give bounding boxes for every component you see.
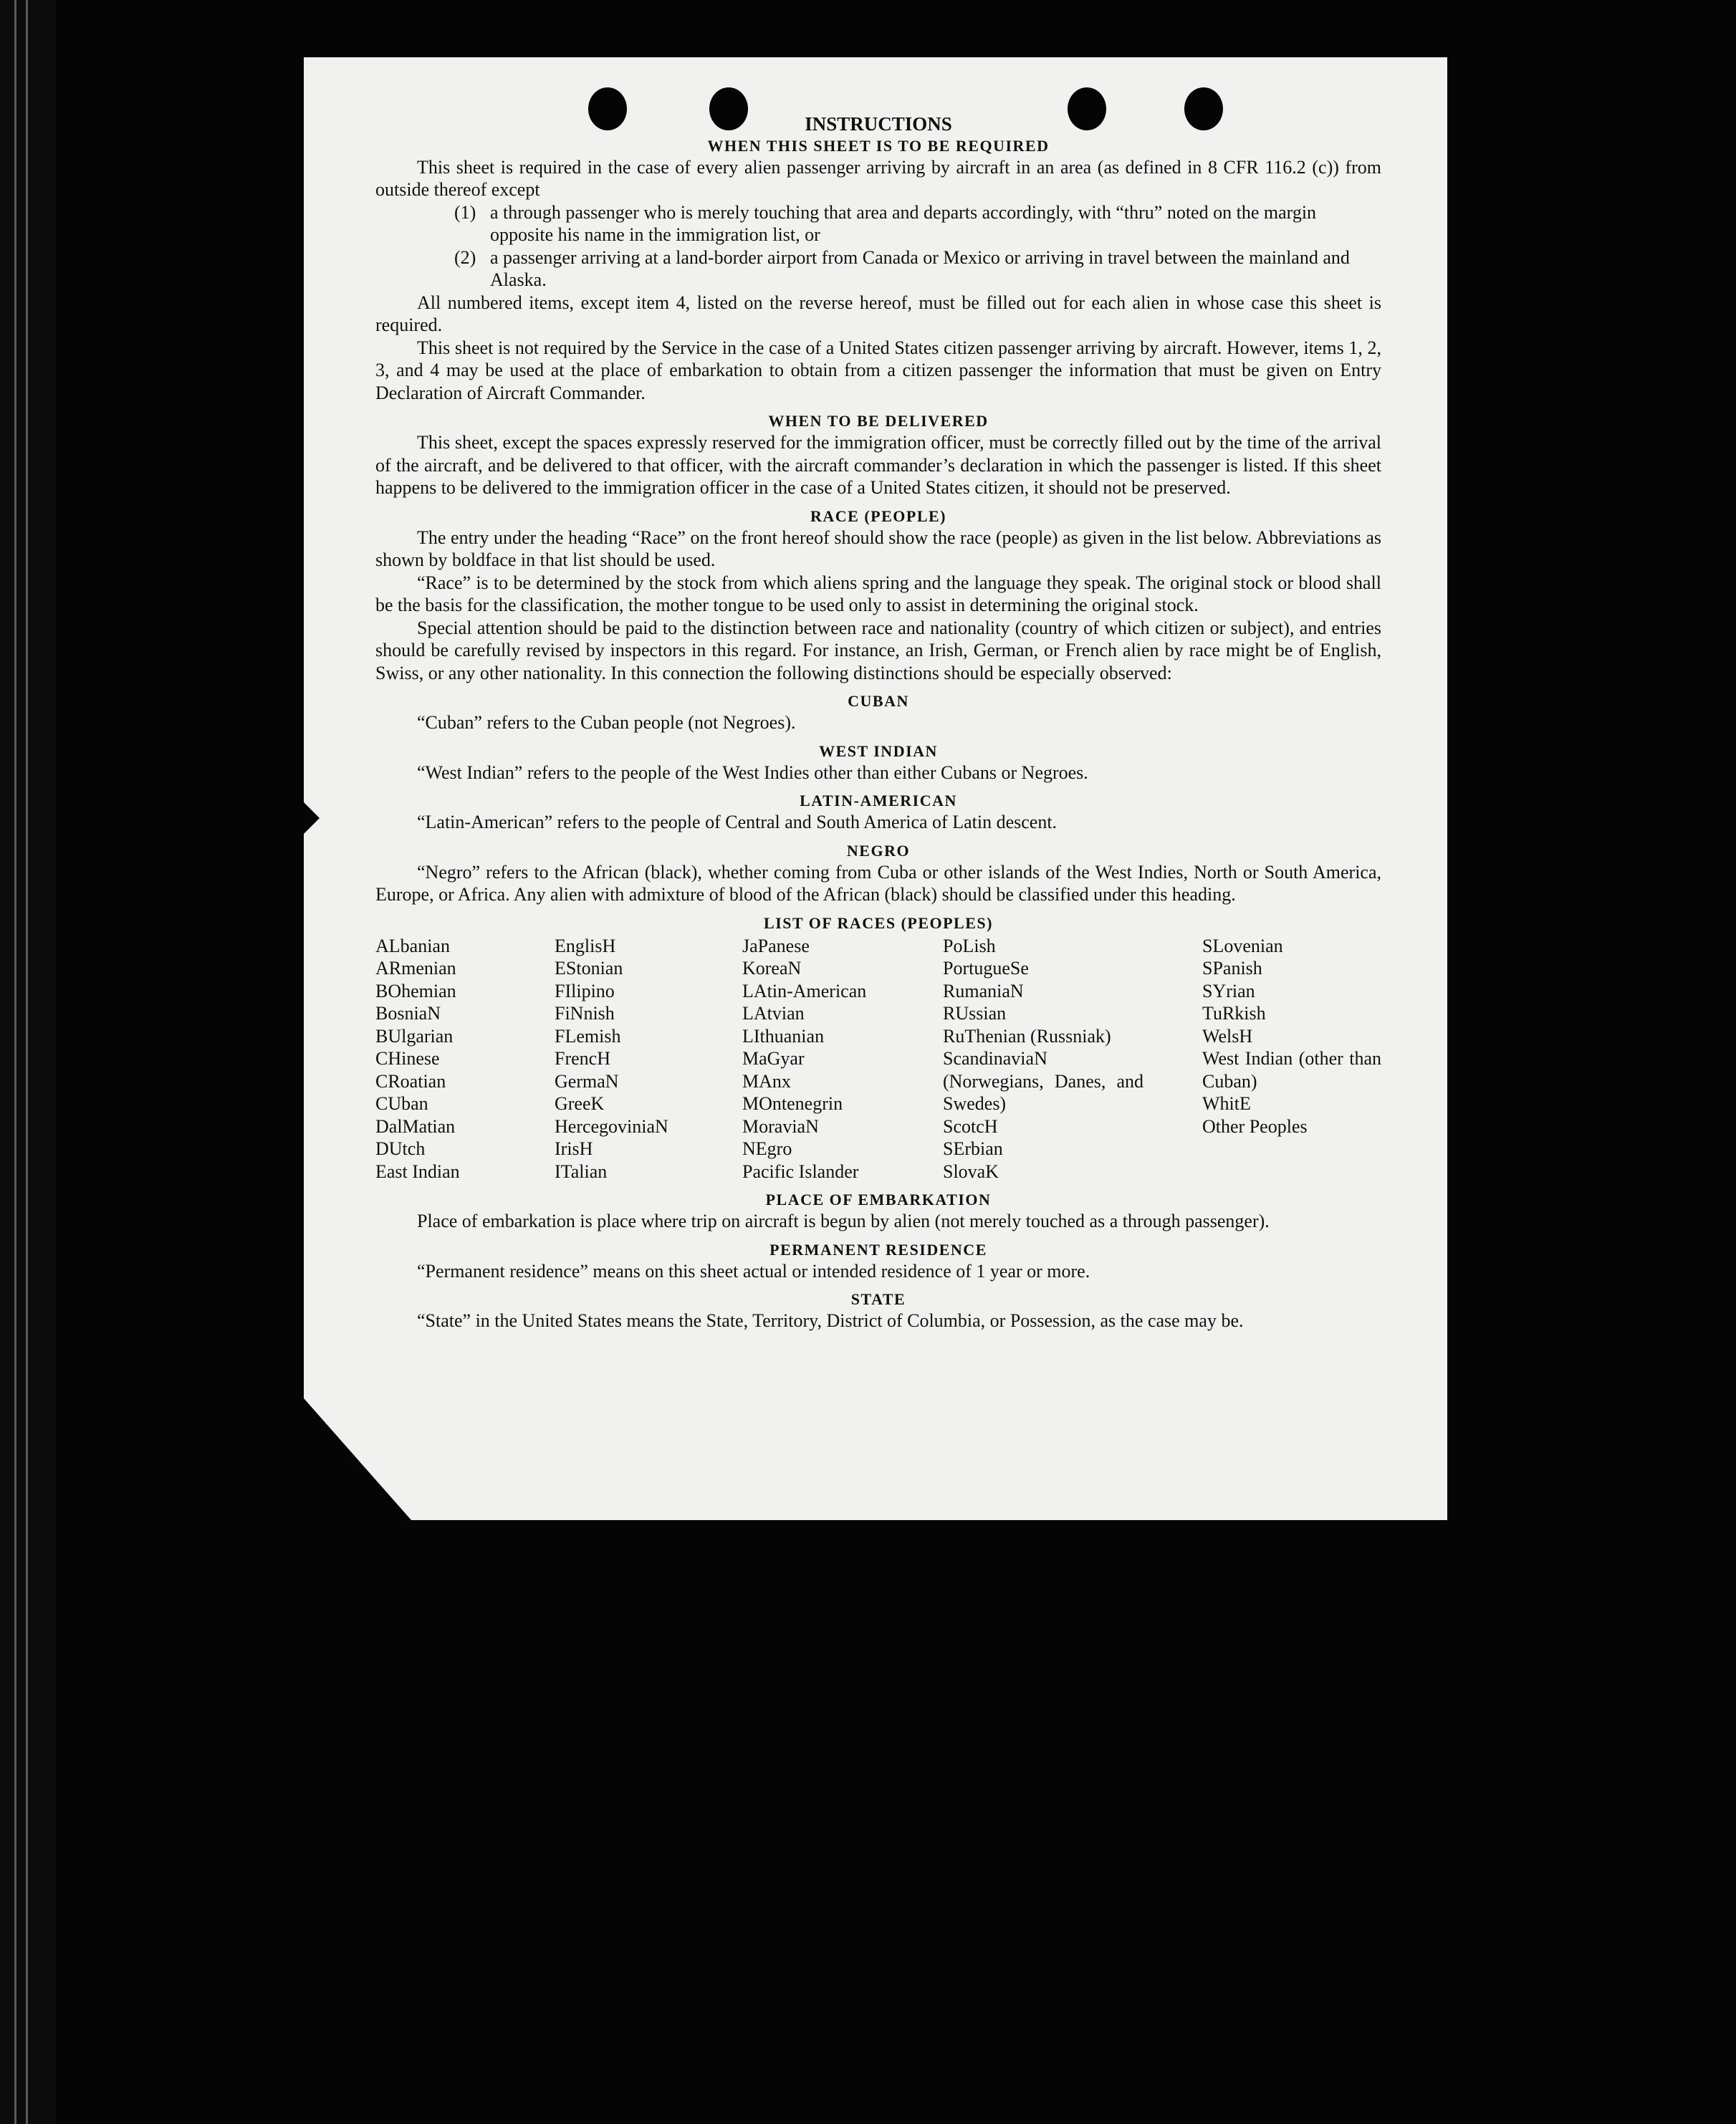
race-entry: NEgro	[742, 1138, 792, 1159]
races-list	[375, 935, 1381, 1183]
race-entry: RUssian	[943, 1003, 1007, 1024]
race-entry: WelsH	[1202, 1025, 1253, 1047]
race-entry: IrisH	[555, 1138, 593, 1159]
heading-when-delivered: WHEN TO BE DELIVERED	[768, 412, 989, 430]
folded-corner	[304, 1398, 411, 1520]
race-entry: PortugueSe	[943, 958, 1029, 979]
heading-race: RACE (PEOPLE)	[810, 506, 946, 525]
race-entry: FLemish	[555, 1025, 621, 1047]
race-entry: CRoatian	[375, 1070, 446, 1092]
race-entry: TuRkish	[1202, 1003, 1266, 1024]
race-entry: HercegoviniaN	[555, 1115, 668, 1137]
race-entry: LAtvian	[742, 1003, 805, 1024]
race-entry: MAnx	[742, 1070, 791, 1092]
race-entry: DUtch	[375, 1138, 426, 1159]
item-text: a passenger arriving at a land-border airport from Canada or Mexico or arriving in travel between the mainland and Alaska.	[490, 246, 1350, 290]
race-entry: LAtin-American	[742, 980, 867, 1001]
race-entry: MaGyar	[742, 1048, 805, 1069]
heading-when-required: WHEN THIS SHEET IS TO BE REQUIRED	[707, 136, 1050, 155]
race-para: Special attention should be paid to the distinction between race and nationality (country of which citizen or subject), and entries should be carefully revised by inspectors in this regard. For instance, an Irish, German, or French alien by race might be of English, Swiss, or any other nationality. In this connection the following distinctions should be especially observed:	[375, 617, 1381, 683]
race-para: “Race” is to be determined by the stock from which aliens spring and the language they speak. The original stock or blood shall be the basis for the classification, the mother tongue to be used only to assist in determining the original stock.	[375, 572, 1381, 615]
race-entry: FrencH	[555, 1048, 610, 1069]
race-entry: ARmenian	[375, 958, 456, 979]
embarkation-para: Place of embarkation is place where trip on aircraft is begun by alien (not merely touched as a through passenger).	[417, 1211, 1270, 1231]
negro-para: “Negro” refers to the African (black), whether coming from Cuba or other islands of the West Indies, North or South America, Europe, or Africa. Any alien with admixture of blood of the African (black) should be classified under this heading.	[375, 861, 1381, 905]
race-entry: ScotcH	[943, 1115, 998, 1137]
race-entry: WhitE	[1202, 1093, 1251, 1114]
race-entry: BosniaN	[375, 1003, 441, 1024]
heading-embarkation: PLACE OF EMBARKATION	[765, 1191, 992, 1208]
races-column	[742, 935, 943, 1183]
race-entry: MOntenegrin	[742, 1093, 843, 1114]
heading-list-of-races: LIST OF RACES (PEOPLES)	[764, 913, 993, 932]
race-entry: East Indian	[375, 1160, 460, 1182]
exception-item	[454, 246, 1381, 292]
race-entry: BOhemian	[375, 980, 456, 1001]
race-entry: RumaniaN	[943, 980, 1024, 1001]
document-sheet	[304, 57, 1447, 1520]
races-column	[943, 935, 1202, 1183]
race-entry: LIthuanian	[742, 1025, 825, 1047]
residence-para: “Permanent residence” means on this sheet actual or intended residence of 1 year or more.	[417, 1260, 1090, 1282]
race-entry: SLovenian	[1202, 935, 1283, 956]
cuban-para: “Cuban” refers to the Cuban people (not Negroes).	[417, 712, 796, 733]
race-entry: CUban	[375, 1093, 428, 1114]
latin-american-para: “Latin-American” refers to the people of Central and South America of Latin descent.	[417, 812, 1058, 832]
race-entry: GermaN	[555, 1070, 619, 1092]
heading-latin-american: LATIN-AMERICAN	[800, 792, 957, 809]
heading-negro: NEGRO	[846, 841, 911, 860]
film-left-strip	[0, 0, 56, 2124]
exception-item	[454, 201, 1381, 246]
item-number: (1)	[454, 201, 476, 223]
when-required-intro: This sheet is required in the case of every alien passenger arriving by aircraft in an area (as defined in 8 CFR 116.2 (c)) from outside thereof except	[375, 156, 1381, 200]
when-required-para: All numbered items, except item 4, listed on the reverse hereof, must be filled out for each alien in whose case this sheet is required.	[375, 292, 1381, 335]
race-entry: MoraviaN	[742, 1115, 819, 1137]
race-entry: West Indian (other than Cuban)	[1202, 1048, 1381, 1092]
race-entry: BUlgarian	[375, 1025, 454, 1047]
race-entry: GreeK	[555, 1093, 605, 1114]
item-number: (2)	[454, 246, 476, 268]
race-entry: SlovaK	[943, 1160, 999, 1182]
heading-west-indian: WEST INDIAN	[819, 741, 938, 760]
race-entry: RuThenian (Russniak)	[943, 1025, 1111, 1047]
heading-residence: PERMANENT RESIDENCE	[769, 1240, 987, 1259]
race-entry: SYrian	[1202, 980, 1255, 1001]
when-delivered-para: This sheet, except the spaces expressly reserved for the immigration officer, must be correctly filled out by the time of the arrival of the aircraft, and be delivered to that officer, with the aircraft commander’s declaration in which the passenger is listed. If this sheet happens to be delivered to the immigration officer in the case of a United States citizen, it should not be preserved.	[375, 432, 1381, 498]
race-entry: CHinese	[375, 1048, 440, 1069]
race-entry: ITalian	[555, 1160, 608, 1182]
races-column	[375, 935, 555, 1183]
when-required-para: This sheet is not required by the Service in the case of a United States citizen passenger arriving by aircraft. However, items 1, 2, 3, and 4 may be used at the place of embarkation to obtain from a citizen passenger the information that must be given on Entry Declaration of Aircraft Commander.	[375, 337, 1381, 403]
race-entry: Pacific Islander	[742, 1160, 859, 1182]
west-indian-para: “West Indian” refers to the people of the West Indies other than either Cubans or Negroes.	[417, 761, 1088, 783]
race-entry: EnglisH	[555, 935, 616, 956]
state-para: “State” in the United States means the State, Territory, District of Columbia, or Possession, as the case may be.	[417, 1310, 1244, 1331]
item-text: a through passenger who is merely touching that area and departs accordingly, with “thru” noted on the margin opposite his name in the immigration list, or	[490, 201, 1317, 245]
instructions-text	[375, 113, 1381, 1332]
race-entry: ALbanian	[375, 935, 450, 956]
race-entry: SErbian	[943, 1138, 1003, 1159]
race-entry: KoreaN	[742, 958, 802, 979]
page-title: INSTRUCTIONS	[805, 113, 952, 135]
race-entry: DalMatian	[375, 1115, 456, 1137]
race-entry: FIlipino	[555, 980, 615, 1001]
races-column	[555, 935, 742, 1183]
race-entry: SPanish	[1202, 958, 1262, 979]
page-tear	[304, 802, 320, 834]
race-entry: FiNnish	[555, 1003, 615, 1024]
heading-cuban: CUBAN	[848, 692, 909, 710]
race-entry: ScandinaviaN (Norwegians, Danes, and Swedes)	[943, 1048, 1143, 1114]
races-column	[1202, 935, 1381, 1183]
heading-state: STATE	[850, 1290, 906, 1308]
race-entry: EStonian	[555, 958, 623, 979]
race-entry: JaPanese	[742, 935, 810, 956]
race-entry: Other Peoples	[1202, 1115, 1308, 1137]
race-entry: PoLish	[943, 935, 996, 956]
race-para: The entry under the heading “Race” on the front hereof should show the race (people) as given in the list below. Abbreviations as shown by boldface in that list should be used.	[375, 527, 1381, 570]
